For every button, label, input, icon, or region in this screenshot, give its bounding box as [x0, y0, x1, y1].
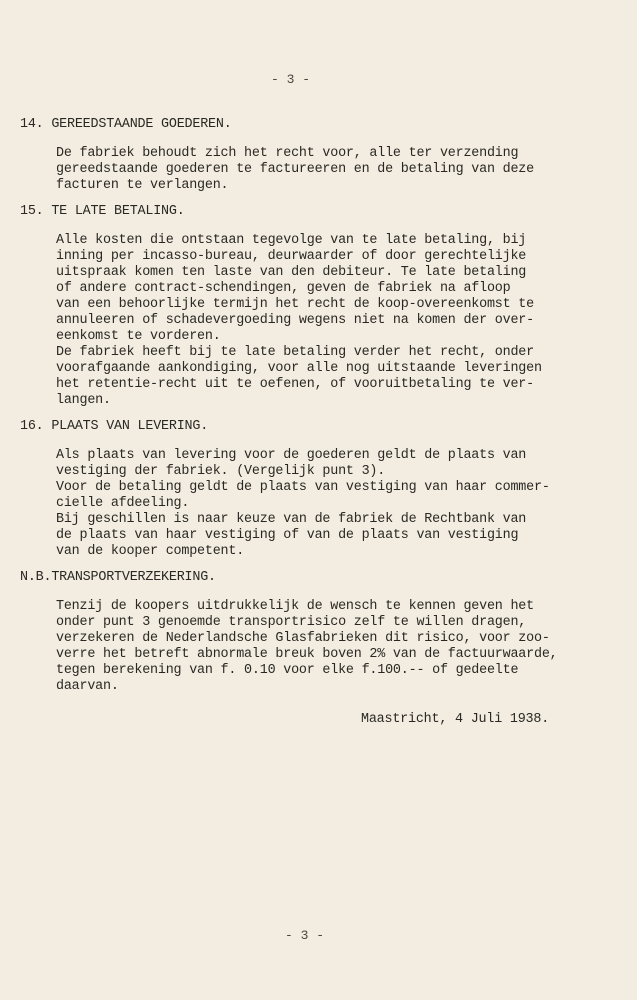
text-line: Bij geschillen is naar keuze van de fabriek de Rechtbank van: [56, 512, 527, 527]
text-line: daarvan.: [56, 679, 119, 694]
text-line: facturen te verlangen.: [56, 178, 229, 193]
page-number-top: - 3 -: [271, 72, 311, 87]
text-line: voorafgaande aankondiging, voor alle nog uitstaande leveringen: [56, 361, 542, 376]
text-line: van een behoorlijke termijn het recht de koop-overeenkomst te: [56, 297, 534, 312]
text-line: Tenzij de koopers uitdrukkelijk de wensch te kennen geven het: [56, 599, 534, 614]
text-line: cielle afdeeling.: [56, 496, 190, 511]
page-number-bottom: - 3 -: [285, 928, 325, 943]
text-line: onder punt 3 genoemde transportrisico zelf te willen dragen,: [56, 615, 527, 630]
section-heading: 16. PLAATS VAN LEVERING.: [20, 419, 209, 434]
text-line: inning per incasso-bureau, deurwaarder of door gerechtelijke: [56, 249, 527, 264]
place-date: Maastricht, 4 Juli 1938.: [361, 712, 550, 727]
text-line: De fabriek heeft bij te late betaling verder het recht, onder: [56, 345, 534, 360]
text-line: Als plaats van levering voor de goederen geldt de plaats van: [56, 448, 527, 463]
text-line: het retentie-recht uit te oefenen, of vooruitbetaling te ver-: [56, 377, 534, 392]
text-line: langen.: [56, 393, 111, 408]
text-line: Alle kosten die ontstaan tegevolge van te late betaling, bij: [56, 233, 527, 248]
section-heading: N.B.TRANSPORTVERZEKERING.: [20, 570, 216, 585]
text-line: gereedstaande goederen te factureeren en de betaling van deze: [56, 162, 534, 177]
section-heading: 15. TE LATE BETALING.: [20, 204, 185, 219]
text-line: verre het betreft abnormale breuk boven 2% van de factuurwaarde,: [56, 647, 558, 662]
section-heading: 14. GEREEDSTAANDE GOEDEREN.: [20, 117, 232, 132]
text-line: of andere contract-schendingen, geven de fabriek na afloop: [56, 281, 511, 296]
text-line: tegen berekening van f. 0.10 voor elke f.100.-- of gedeelte: [56, 663, 519, 678]
text-line: annuleeren of schadevergoeding wegens niet na komen der over-: [56, 313, 534, 328]
text-line: uitspraak komen ten laste van den debiteur. Te late betaling: [56, 265, 527, 280]
text-line: van de kooper competent.: [56, 544, 245, 559]
text-line: vestiging der fabriek. (Vergelijk punt 3).: [56, 464, 386, 479]
text-line: De fabriek behoudt zich het recht voor, alle ter verzending: [56, 146, 519, 161]
text-line: de plaats van haar vestiging of van de plaats van vestiging: [56, 528, 519, 543]
text-line: eenkomst te vorderen.: [56, 329, 221, 344]
text-line: Voor de betaling geldt de plaats van vestiging van haar commer-: [56, 480, 550, 495]
text-line: verzekeren de Nederlandsche Glasfabrieken dit risico, voor zoo-: [56, 631, 550, 646]
